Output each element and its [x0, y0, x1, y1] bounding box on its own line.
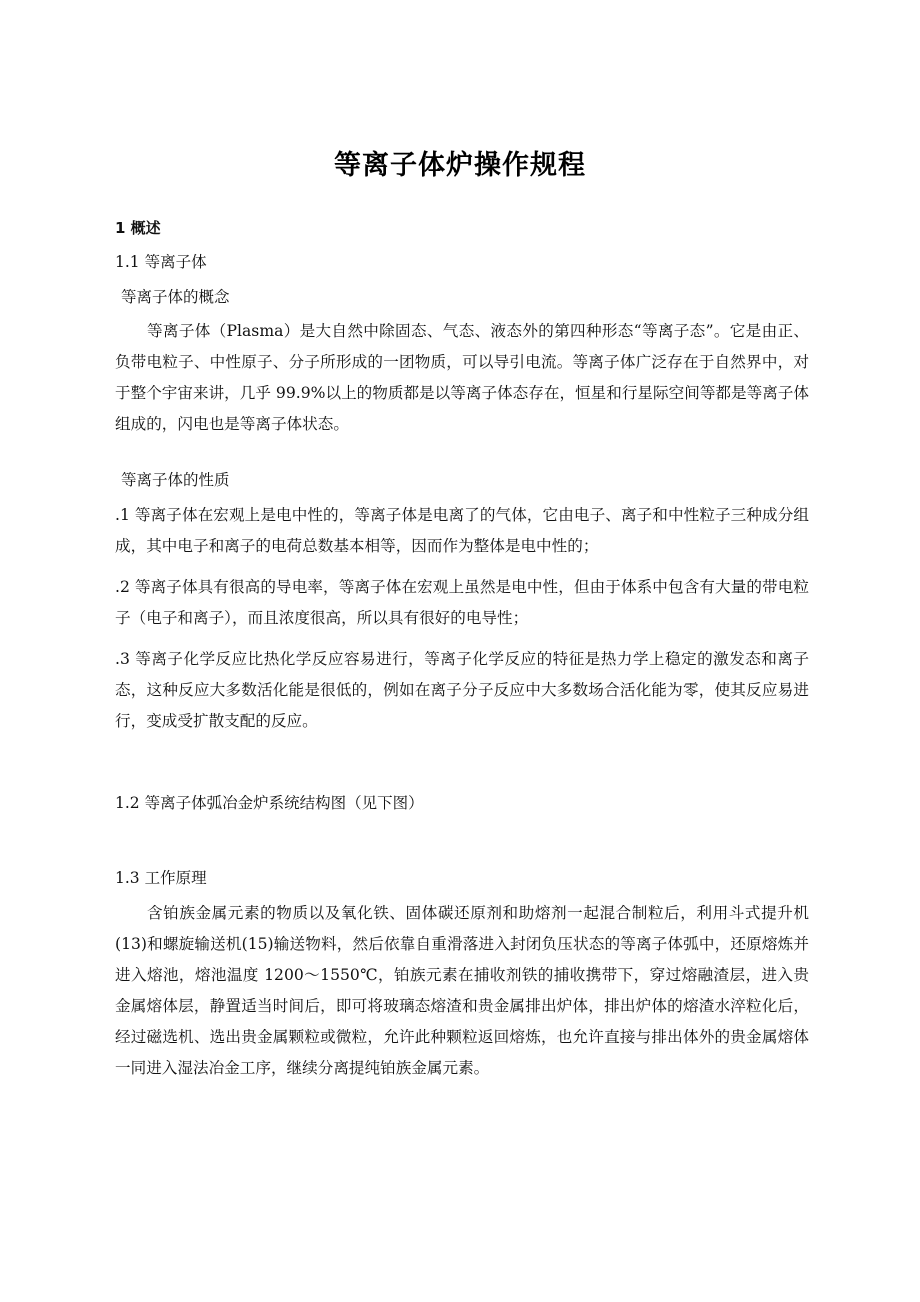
subheading-plasma-concept: 等离子体的概念 — [121, 288, 230, 306]
paragraph-working-principle: 含铂族金属元素的物质以及氧化铁、固体碳还原剂和助熔剂一起混合制粒后，利用斗式提升机(13)和螺旋输送机(15)输送物料，然后依靠自重滑落进入封闭负压状态的等离子体弧中，还原熔炼并进入熔池，熔池温度 1200～1550℃，铂族元素在捕收剂铁的捕收携带下，穿过熔融渣层，进入贵金属熔体层，静置适当时间后，即可将玻璃态熔渣和贵金属排出炉体，排出炉体的熔渣水淬粒化后，经过磁选机、选出贵金属颗粒或微粒，允许此种颗粒返回熔炼，也允许直接与排出体外的贵金属熔体一同进入湿法冶金工序，继续分离提纯铂族金属元素。 — [115, 904, 809, 1077]
subheading-plasma-properties: 等离子体的性质 — [121, 471, 230, 489]
document-title: 等离子体炉操作规程 — [334, 150, 586, 181]
section-heading-overview: 1 概述 — [115, 219, 161, 237]
section-heading-working-principle: 1.3 工作原理 — [115, 869, 207, 887]
property-item-2: .2 等离子体具有很高的导电率，等离子体在宏观上虽然是电中性，但由于体系中包含有大量的带电粒子（电子和离子），而且浓度很高，所以具有很好的电导性； — [115, 578, 809, 627]
section-heading-structure-diagram: 1.2 等离子体弧冶金炉系统结构图（见下图） — [115, 794, 424, 812]
paragraph-plasma-concept: 等离子体（Plasma）是大自然中除固态、气态、液态外的第四种形态“等离子态”。它是由正、负带电粒子、中性原子、分子所形成的一团物质，可以导引电流。等离子体广泛存在于自然界中，对于整个宇宙来讲，几乎 99.9%以上的物质都是以等离子体态存在，恒星和行星际空间等都是等离子体组成的，闪电也是等离子体状态。 — [115, 322, 809, 433]
property-item-1: .1 等离子体在宏观上是电中性的，等离子体是电离了的气体，它由电子、离子和中性粒子三种成分组成，其中电子和离子的电荷总数基本相等，因而作为整体是电中性的； — [115, 506, 809, 555]
section-heading-plasma: 1.1 等离子体 — [115, 253, 207, 271]
property-item-3: .3 等离子化学反应比热化学反应容易进行，等离子化学反应的特征是热力学上稳定的激发态和离子态，这种反应大多数活化能是很低的，例如在离子分子反应中大多数场合活化能为零，使其反应易进行，变成受扩散支配的反应。 — [115, 650, 809, 730]
